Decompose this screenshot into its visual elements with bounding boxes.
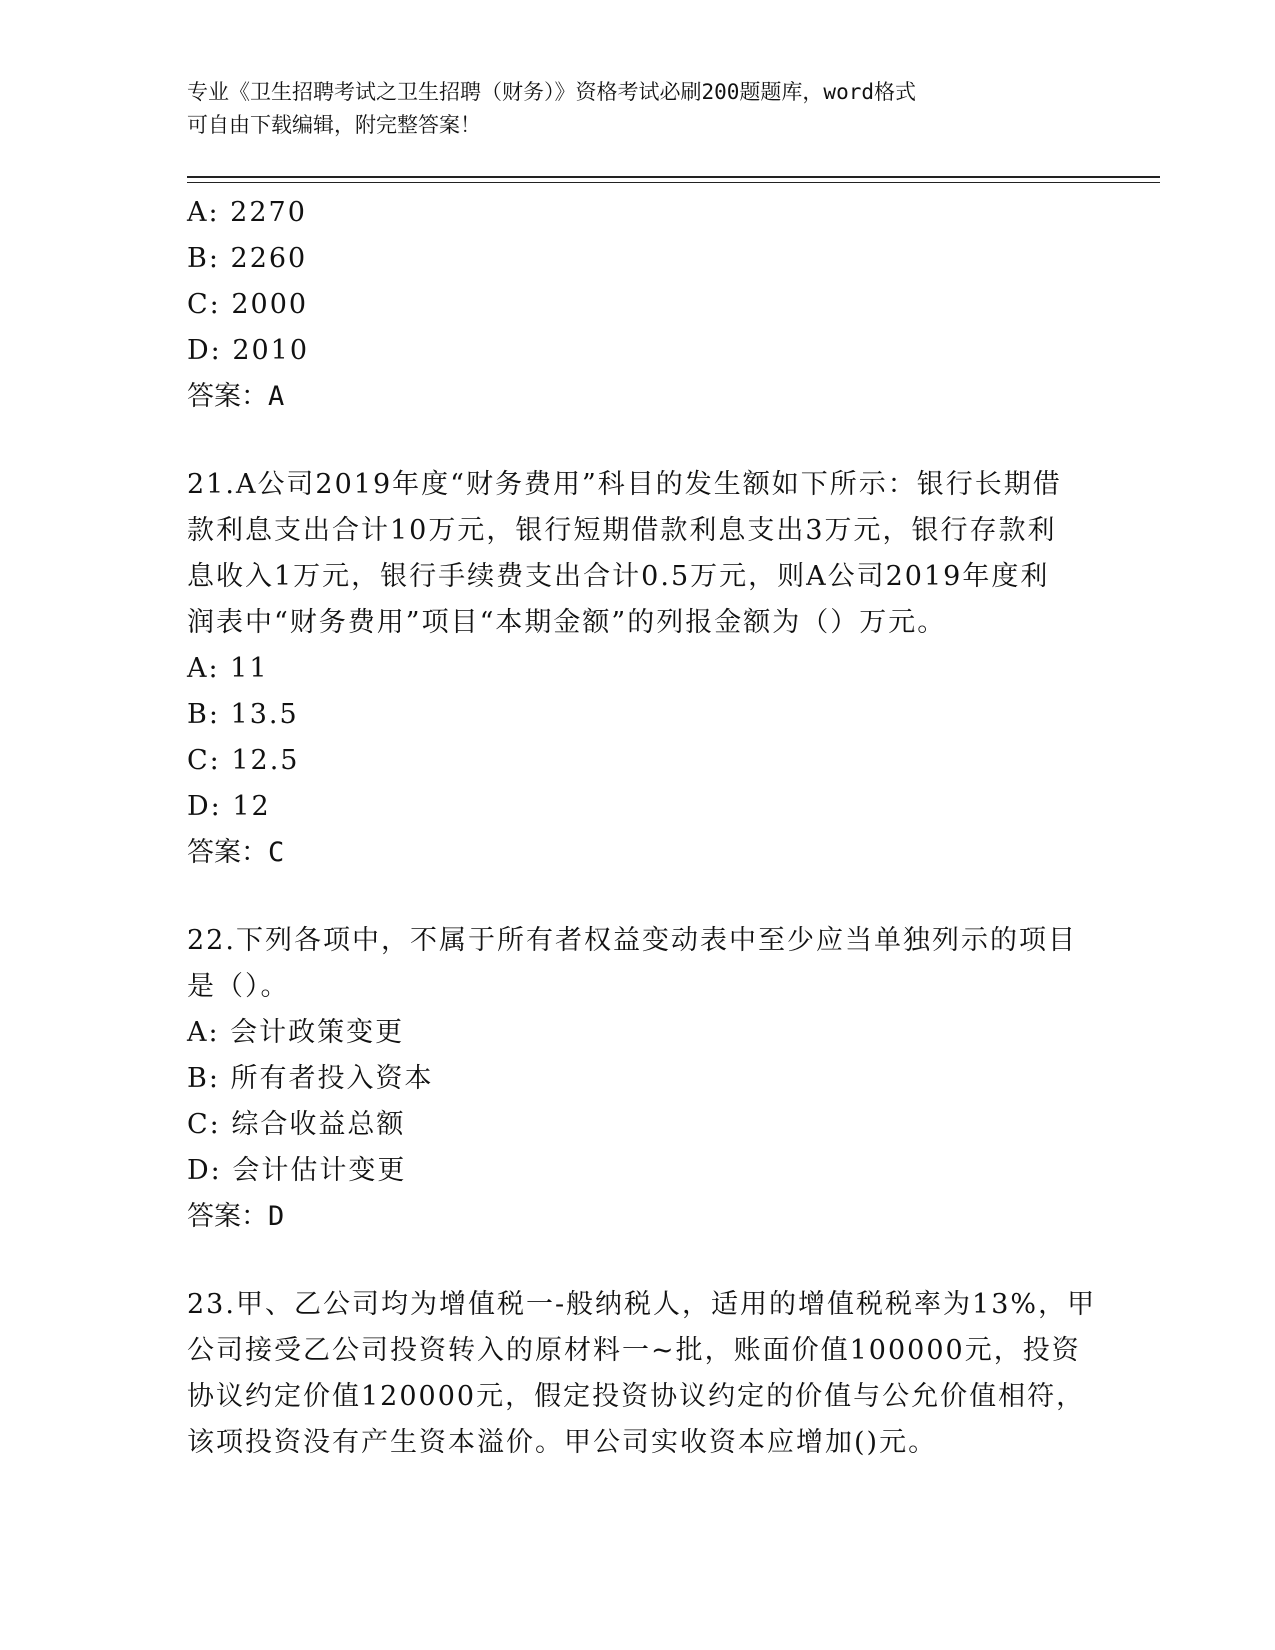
question-22 — [187, 918, 1087, 1240]
question-text-line: 协议约定价值120000元，假定投资协议约定的价值与公允价值相符， — [187, 1381, 1086, 1412]
question-text-line: 是（）。 — [187, 971, 290, 1002]
option-c: C: 2000 — [187, 289, 309, 320]
question-text-line: 润表中“财务费用”项目“本期金额”的列报金额为（）万元。 — [187, 607, 947, 638]
question-list — [187, 190, 1097, 1466]
answer-line: 答案：C — [187, 837, 285, 868]
question-gap — [187, 876, 1087, 918]
option-a: A: 11 — [187, 653, 269, 684]
option-a: A: 2270 — [187, 197, 307, 228]
question-gap — [187, 420, 1087, 462]
question-text-line: 该项投资没有产生资本溢价。甲公司实收资本应增加()元。 — [187, 1427, 938, 1458]
option-d: D: 12 — [187, 791, 271, 822]
header-title-line-2: 可自由下载编辑，附完整答案！ — [187, 113, 481, 137]
header-title-line-1: 专业《卫生招聘考试之卫生招聘（财务）》资格考试必刷200题题库，word格式 — [187, 80, 916, 104]
question-gap — [187, 1240, 1087, 1282]
question-text-line: 23.甲、乙公司均为增值税一-般纳税人，适用的增值税税率为13%，甲 — [187, 1289, 1097, 1320]
option-a: A: 会计政策变更 — [187, 1017, 405, 1048]
option-b: B: 2260 — [187, 243, 308, 274]
question-text-line: 公司接受乙公司投资转入的原材料一~批，账面价值100000元，投资 — [187, 1335, 1081, 1366]
option-b: B: 13.5 — [187, 699, 299, 730]
option-c: C: 综合收益总额 — [187, 1109, 406, 1140]
header-divider-thick — [187, 176, 1160, 178]
answer-line: 答案：A — [187, 381, 285, 412]
option-b: B: 所有者投入资本 — [187, 1063, 434, 1094]
question-23 — [187, 1282, 1097, 1466]
header-divider-thin — [187, 182, 1160, 183]
question-20 — [187, 190, 1087, 420]
document-header — [187, 76, 1067, 142]
option-d: D: 2010 — [187, 335, 310, 366]
option-d: D: 会计估计变更 — [187, 1155, 407, 1186]
question-text-line: 22.下列各项中，不属于所有者权益变动表中至少应当单独列示的项目 — [187, 925, 1077, 956]
question-text-line: 款利息支出合计10万元，银行短期借款利息支出3万元，银行存款利 — [187, 515, 1057, 546]
question-21 — [187, 462, 1087, 876]
question-text-line: 21.A公司2019年度“财务费用”科目的发生额如下所示：银行长期借 — [187, 469, 1062, 500]
question-text-line: 息收入1万元，银行手续费支出合计0.5万元，则A公司2019年度利 — [187, 561, 1050, 592]
answer-line: 答案：D — [187, 1201, 285, 1232]
option-c: C: 12.5 — [187, 745, 300, 776]
